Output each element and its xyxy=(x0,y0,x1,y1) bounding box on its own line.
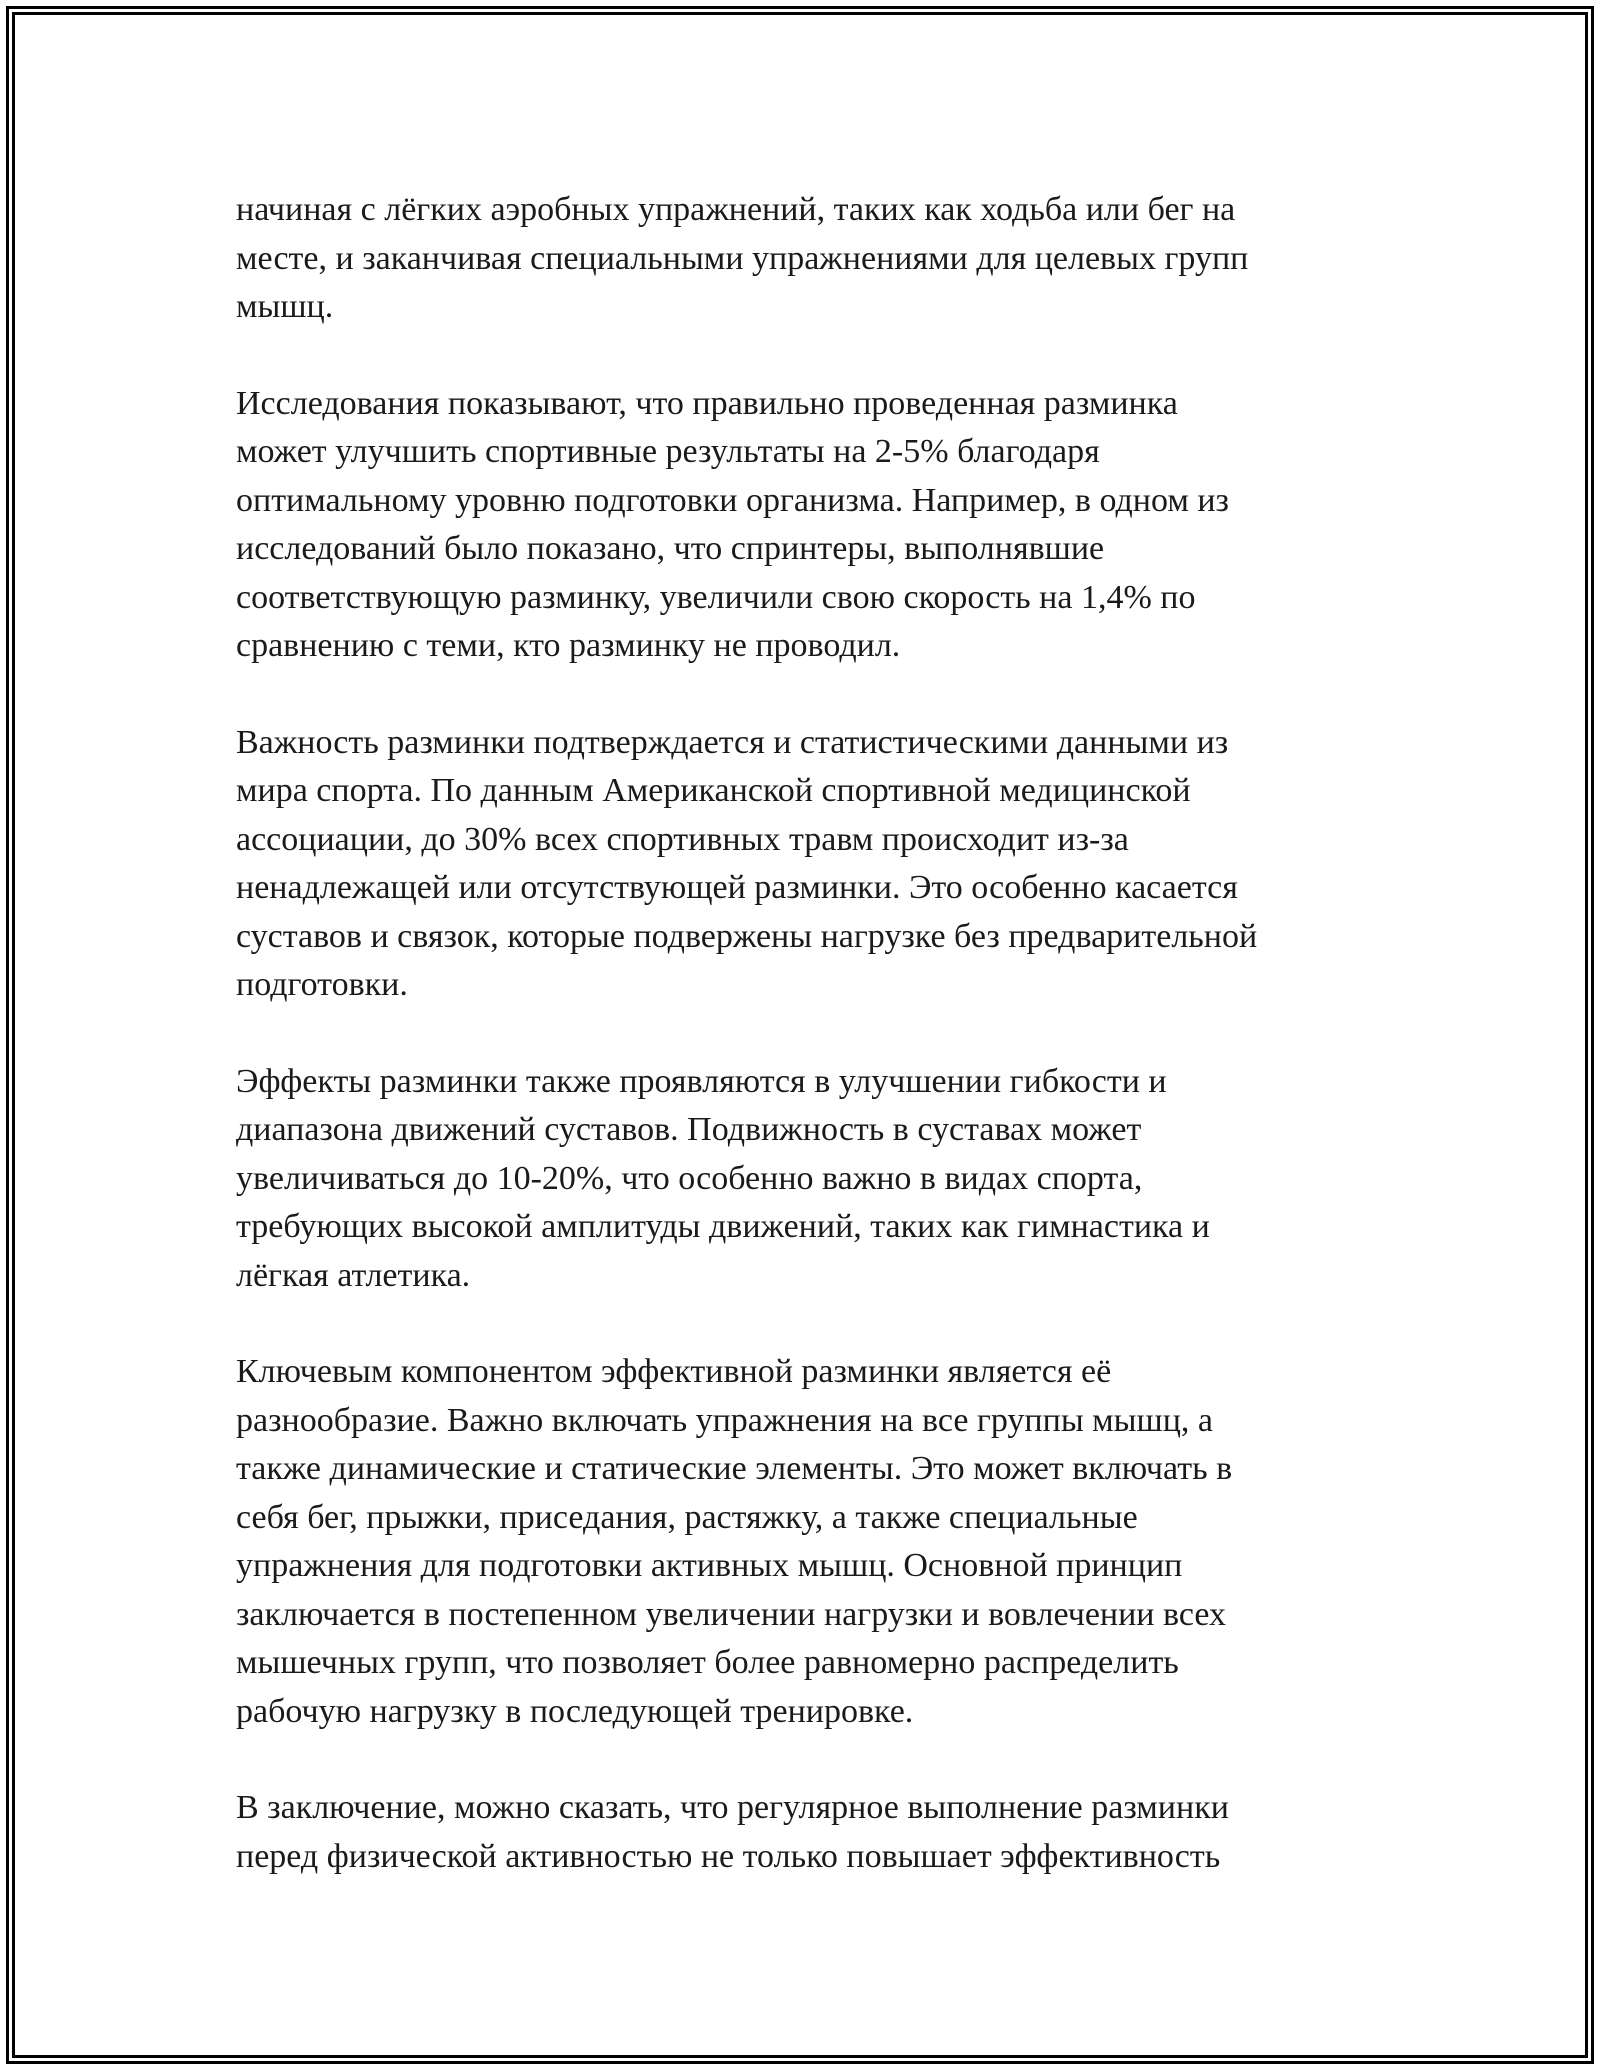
text-line: подготовки. xyxy=(236,966,408,1003)
text-line: упражнения для подготовки активных мышц. Основной принцип xyxy=(236,1547,1183,1584)
text-line: увеличиваться до 10-20%, что особенно важно в видах спорта, xyxy=(236,1159,1143,1197)
paragraph xyxy=(236,1348,1366,1736)
text-line: себя бег, прыжки, приседания, растяжку, а также специальные xyxy=(236,1498,1138,1536)
text-line: диапазона движений суставов. Подвижность в суставах может xyxy=(236,1111,1142,1148)
text-line: заключается в постепенном увеличении нагрузки и вовлечении всех xyxy=(236,1595,1227,1633)
text-line: месте, и заканчивая специальными упражнениями для целевых групп xyxy=(236,239,1249,277)
text-line: Важность разминки подтверждается и статистическими данными из xyxy=(236,723,1229,761)
text-line: может улучшить спортивные результаты на 2-5% благодаря xyxy=(236,433,1100,470)
text-line: мышц. xyxy=(236,288,334,325)
paragraph xyxy=(236,1058,1366,1301)
text-line: В заключение, можно сказать, что регулярное выполнение разминки xyxy=(236,1789,1229,1826)
text-line: требующих высокой амплитуды движений, таких как гимнастика и xyxy=(236,1208,1210,1245)
paragraph xyxy=(236,1784,1366,1881)
text-line: начиная с лёгких аэробных упражнений, таких как ходьба или бег на xyxy=(236,191,1236,228)
text-line: суставов и связок, которые подвержены нагрузке без предварительной xyxy=(236,917,1258,955)
text-line: исследований было показано, что спринтеры, выполнявшие xyxy=(236,530,1105,567)
text-line: также динамические и статические элементы. Это может включать в xyxy=(236,1450,1233,1487)
text-line: мира спорта. По данным Американской спортивной медицинской xyxy=(236,772,1191,809)
paragraph xyxy=(236,186,1366,332)
paragraph xyxy=(236,380,1366,671)
text-line: мышечных групп, что позволяет более равномерно распределить xyxy=(236,1644,1179,1681)
text-line: Эффекты разминки также проявляются в улучшении гибкости и xyxy=(236,1062,1167,1100)
document-body xyxy=(236,186,1366,1929)
text-line: перед физической активностью не только повышает эффективность xyxy=(236,1837,1221,1875)
text-line: соответствующую разминку, увеличили свою скорость на 1,4% по xyxy=(236,578,1196,616)
paragraph xyxy=(236,719,1366,1010)
text-line: лёгкая атлетика. xyxy=(236,1256,471,1294)
text-line: разнообразие. Важно включать упражнения на все группы мышц, а xyxy=(236,1401,1213,1439)
text-line: рабочую нагрузку в последующей тренировке. xyxy=(236,1692,914,1730)
text-line: сравнению с теми, кто разминку не проводил. xyxy=(236,627,901,664)
text-line: Ключевым компонентом эффективной разминки является её xyxy=(236,1353,1112,1390)
text-line: оптимальному уровню подготовки организма. Например, в одном из xyxy=(236,481,1229,519)
text-line: ассоциации, до 30% всех спортивных травм происходит из-за xyxy=(236,820,1129,858)
text-line: ненадлежащей или отсутствующей разминки. Это особенно касается xyxy=(236,869,1238,906)
text-line: Исследования показывают, что правильно проведенная разминка xyxy=(236,384,1178,422)
